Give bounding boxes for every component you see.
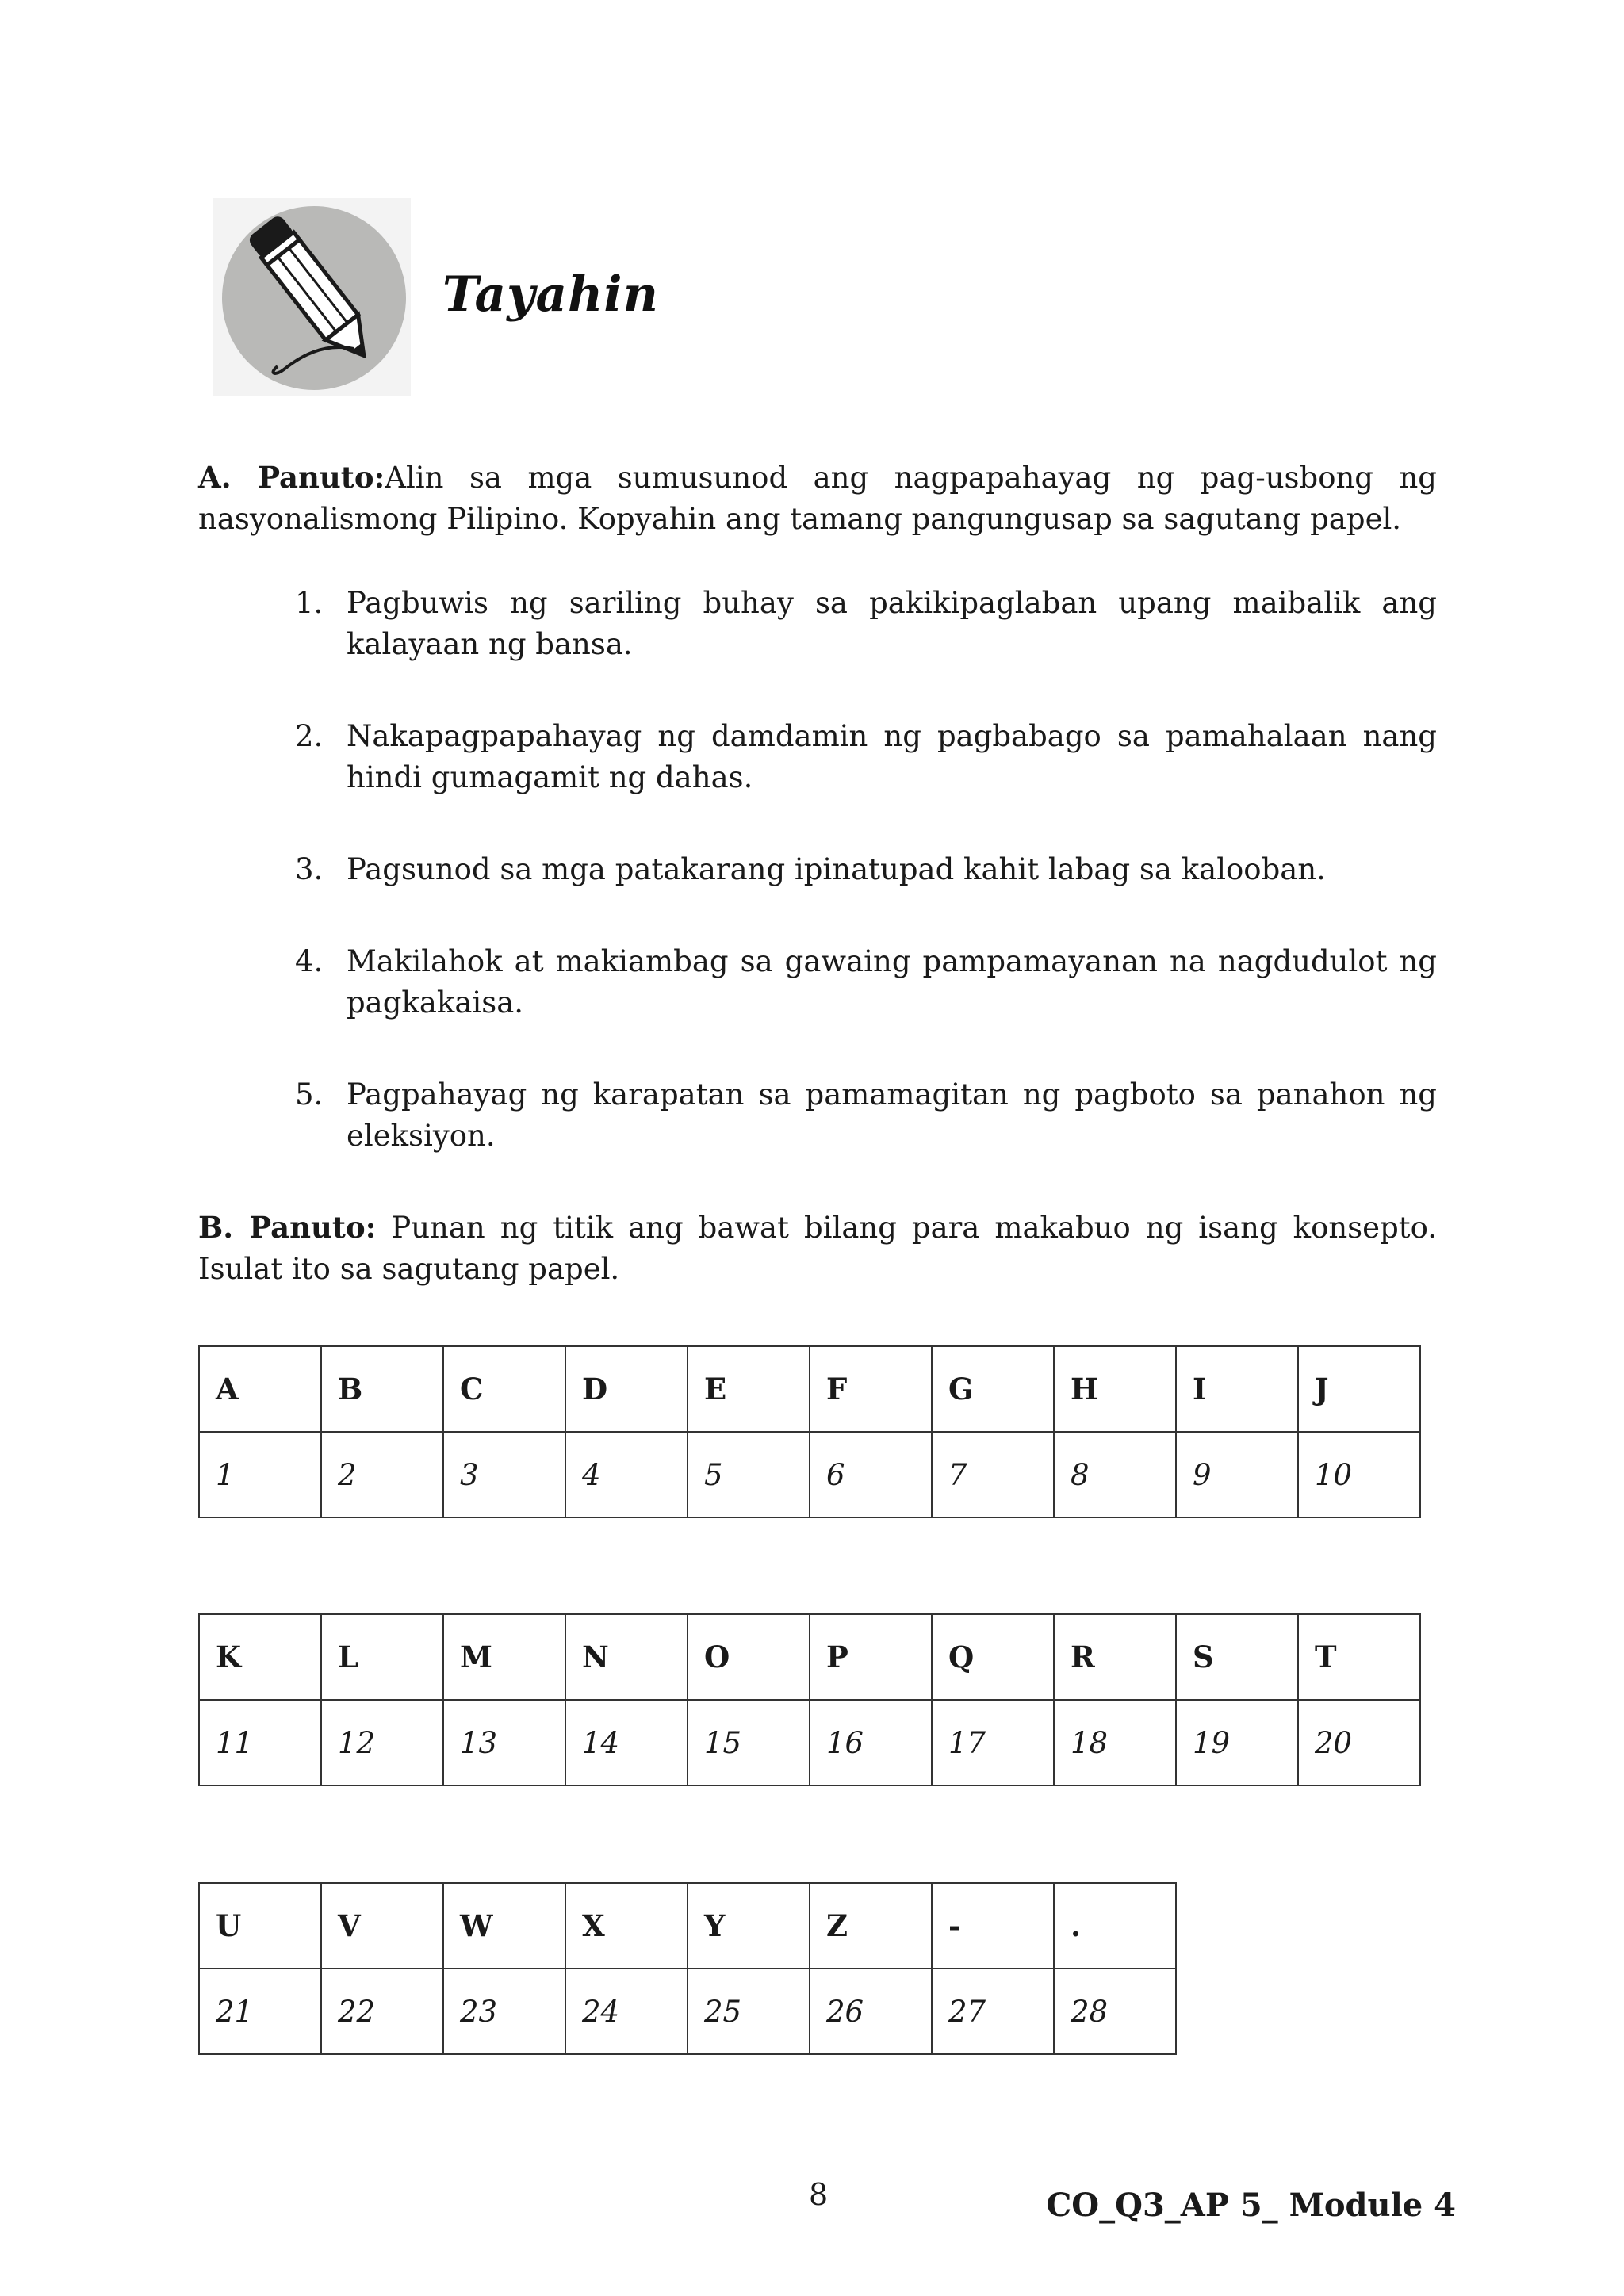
letter-cell: I [1176,1346,1298,1432]
number-cell: 23 [443,1969,565,2054]
number-cell: 26 [810,1969,932,2054]
statement-list [289,583,1437,1157]
letter-cell: Y [688,1883,810,1969]
letter-cell: T [1298,1614,1420,1700]
letter-cell: M [443,1614,565,1700]
list-item [289,849,1437,890]
number-cell: 8 [1054,1432,1176,1517]
section-b-text: Punan ng titik ang bawat bilang para makabuo ng isang konsepto. Isulat ito sa sagutang papel. [198,1211,1438,1286]
number-cell: 17 [932,1700,1054,1785]
letter-cell: L [321,1614,443,1700]
number-cell: 5 [688,1432,810,1517]
number-cell: 15 [688,1700,810,1785]
letter-cell: W [443,1883,565,1969]
number-cell: 2 [321,1432,443,1517]
letter-cell: P [810,1614,932,1700]
letter-cell: N [565,1614,688,1700]
letter-cell: X [565,1883,688,1969]
letter-cell: Q [932,1614,1054,1700]
letter-cell: H [1054,1346,1176,1432]
list-item [289,583,1437,665]
page-number: 8 [809,2177,829,2212]
letter-cell: C [443,1346,565,1432]
number-cell: 18 [1054,1700,1176,1785]
letter-cell: D [565,1346,688,1432]
number-cell: 7 [932,1432,1054,1517]
letter-cell: B [321,1346,443,1432]
item-number: 3. [295,852,324,886]
number-cell: 19 [1176,1700,1298,1785]
item-text: Nakapagpapahayag ng damdamin ng pagbabago sa pamahalaan nang hindi gumagamit ng dahas. [347,719,1437,794]
number-cell: 3 [443,1432,565,1517]
letter-cell: O [688,1614,810,1700]
number-cell: 20 [1298,1700,1420,1785]
module-code: CO_Q3_AP 5_ Module 4 [1046,2187,1456,2224]
letter-cell: A [199,1346,321,1432]
number-cell: 21 [199,1969,321,2054]
item-text: Pagbuwis ng sariling buhay sa pakikipaglaban upang maibalik ang kalayaan ng bansa. [347,586,1437,661]
item-number: 1. [295,586,324,620]
letter-cell: G [932,1346,1054,1432]
letter-cell: . [1054,1883,1176,1969]
letter-cell: Z [810,1883,932,1969]
number-cell: 14 [565,1700,688,1785]
number-cell: 10 [1298,1432,1420,1517]
item-text: Pagpahayag ng karapatan sa pamamagitan ng pagboto sa panahon ng eleksiyon. [347,1077,1437,1153]
list-item [289,1074,1437,1157]
letter-number-table-2 [198,1613,1421,1786]
number-cell: 13 [443,1700,565,1785]
number-cell: 12 [321,1700,443,1785]
item-text: Pagsunod sa mga patakarang ipinatupad kahit labag sa kalooban. [347,852,1326,886]
section-b-instruction [198,1207,1437,1290]
list-item [289,941,1437,1024]
section-a-text: Alin sa mga sumusunod ang nagpapahayag ng pag-usbong ng nasyonalismong Pilipino. Kopyahin ang tamang pangungusap sa sagutang papel. [198,461,1437,536]
item-number: 2. [295,719,324,753]
section-a-instruction [198,457,1437,540]
number-cell: 27 [932,1969,1054,2054]
letter-cell: S [1176,1614,1298,1700]
letter-cell: R [1054,1614,1176,1700]
letter-cell: E [688,1346,810,1432]
number-cell: 24 [565,1969,688,2054]
page-title: Tayahin [442,266,659,323]
letters-row [199,1614,1420,1700]
numbers-row [199,1700,1420,1785]
letter-number-table-3 [198,1882,1177,2055]
numbers-row [199,1969,1176,2054]
letter-cell: F [810,1346,932,1432]
letters-row [199,1883,1176,1969]
number-cell: 6 [810,1432,932,1517]
item-text: Makilahok at makiambag sa gawaing pampamayanan na nagdudulot ng pagkakaisa. [347,944,1437,1020]
pencil-icon [213,198,411,396]
number-cell: 11 [199,1700,321,1785]
letter-cell: J [1298,1346,1420,1432]
number-cell: 9 [1176,1432,1298,1517]
item-number: 4. [295,944,324,978]
section-b-label: B. Panuto: [198,1210,377,1245]
section-a-label: A. Panuto: [198,460,385,495]
number-cell: 1 [199,1432,321,1517]
numbers-row [199,1432,1420,1517]
section-header [213,198,926,396]
item-number: 5. [295,1077,324,1112]
number-cell: 25 [688,1969,810,2054]
letter-cell: K [199,1614,321,1700]
list-item [289,716,1437,798]
letter-cell: V [321,1883,443,1969]
number-cell: 4 [565,1432,688,1517]
number-cell: 16 [810,1700,932,1785]
letter-cell: - [932,1883,1054,1969]
letters-row [199,1346,1420,1432]
letter-number-table-1 [198,1345,1421,1518]
number-cell: 28 [1054,1969,1176,2054]
letter-cell: U [199,1883,321,1969]
number-cell: 22 [321,1969,443,2054]
